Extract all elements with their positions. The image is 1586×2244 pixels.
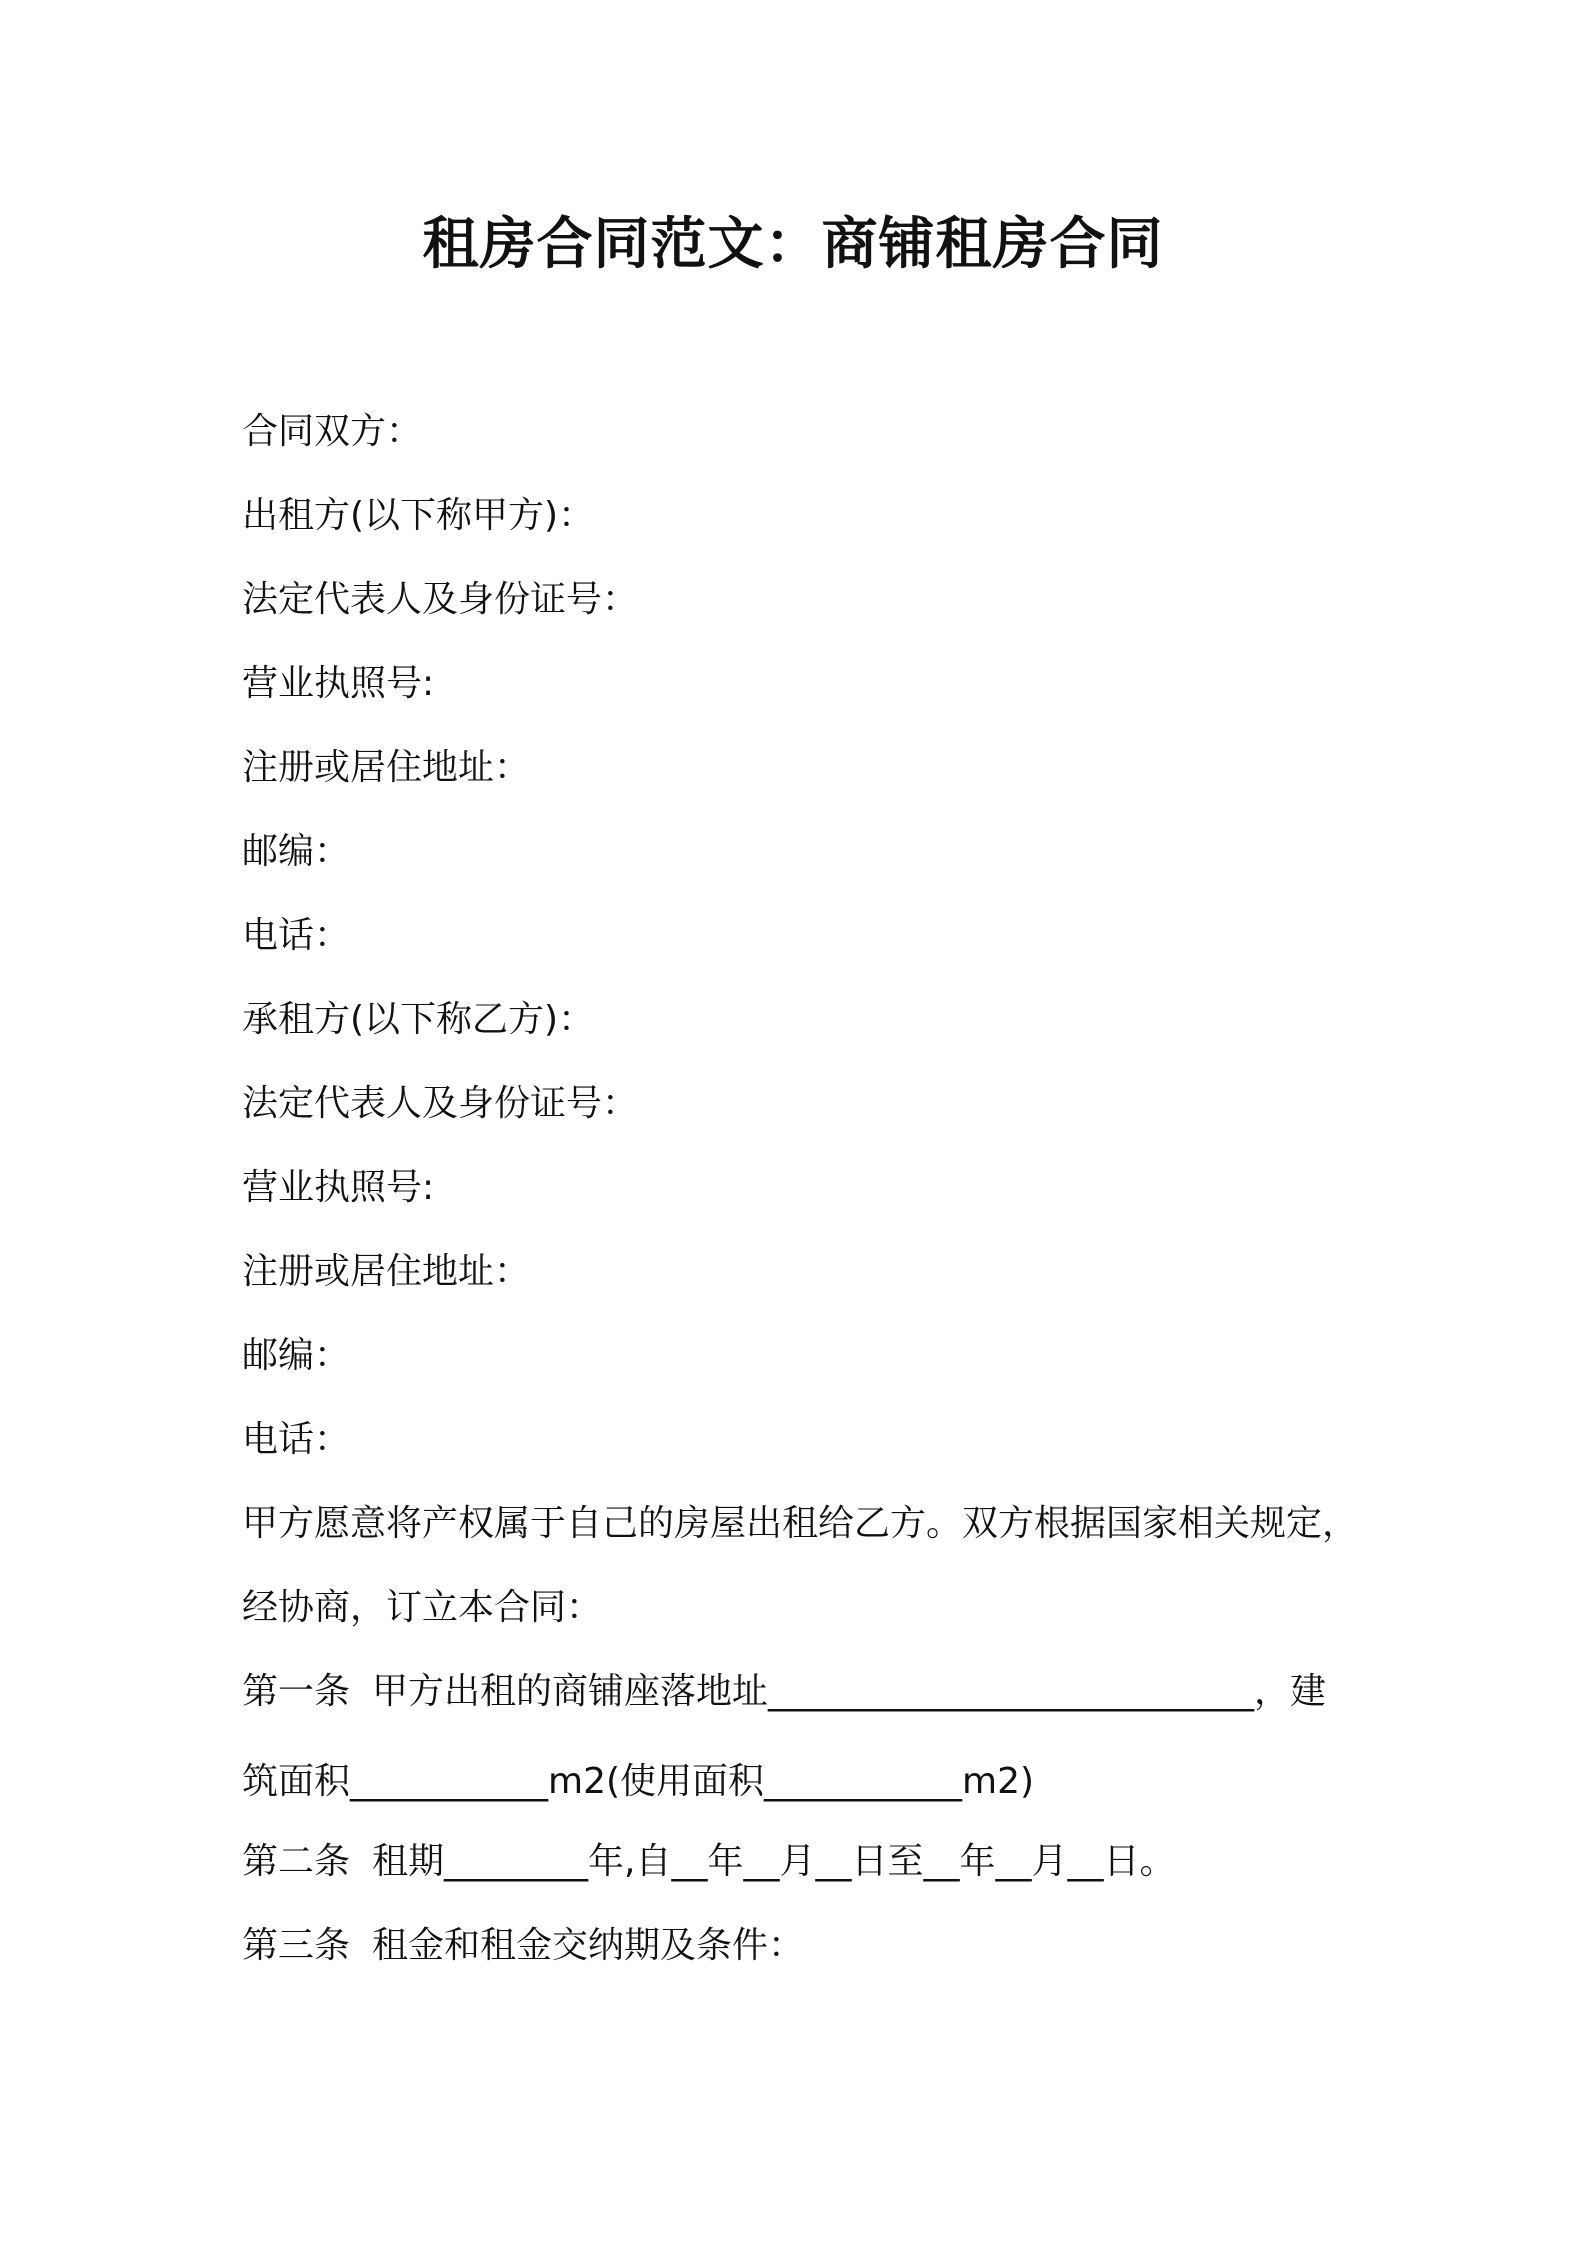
- article-1-number: 第一条: [242, 1671, 351, 1712]
- article-2-text: 租期________年,自__年__月__日至__年__月__日。: [372, 1841, 1176, 1882]
- lessor-postcode: 邮编：: [242, 831, 351, 872]
- article-1-line-2: 筑面积___________m2(使用面积___________m2): [242, 1761, 1035, 1802]
- lessor-license: 营业执照号:: [242, 663, 435, 704]
- article-2-line: [242, 1832, 1392, 1892]
- document-title: 租房合同范文：商铺租房合同: [422, 212, 1164, 277]
- lessor-address: 注册或居住地址：: [242, 747, 531, 788]
- article-1-line-1: [242, 1662, 1392, 1722]
- lessee-license: 营业执照号:: [242, 1167, 435, 1208]
- parties-heading: 合同双方：: [242, 411, 423, 452]
- lessee-phone: 电话：: [242, 1419, 351, 1460]
- article-1-text-1: 甲方出租的商铺座落地址___________________________，建: [372, 1671, 1327, 1712]
- article-3-text: 租金和租金交纳期及条件：: [372, 1925, 805, 1966]
- lessee-heading: 承租方(以下称乙方)：: [242, 999, 595, 1040]
- article-3-number: 第三条: [242, 1925, 351, 1966]
- lessee-legal-rep: 法定代表人及身份证号：: [242, 1083, 639, 1124]
- lessor-heading: 出租方(以下称甲方)：: [242, 495, 595, 536]
- lessee-address: 注册或居住地址：: [242, 1251, 531, 1292]
- lessor-legal-rep: 法定代表人及身份证号：: [242, 579, 639, 620]
- lessor-phone: 电话：: [242, 915, 351, 956]
- article-2-number: 第二条: [242, 1841, 351, 1882]
- article-3-line: [242, 1916, 1392, 1976]
- lessee-postcode: 邮编：: [242, 1335, 351, 1376]
- preamble-line-2: 经协商，订立本合同：: [242, 1587, 603, 1628]
- preamble-line-1: 甲方愿意将产权属于自己的房屋出租给乙方。双方根据国家相关规定，: [242, 1503, 1359, 1544]
